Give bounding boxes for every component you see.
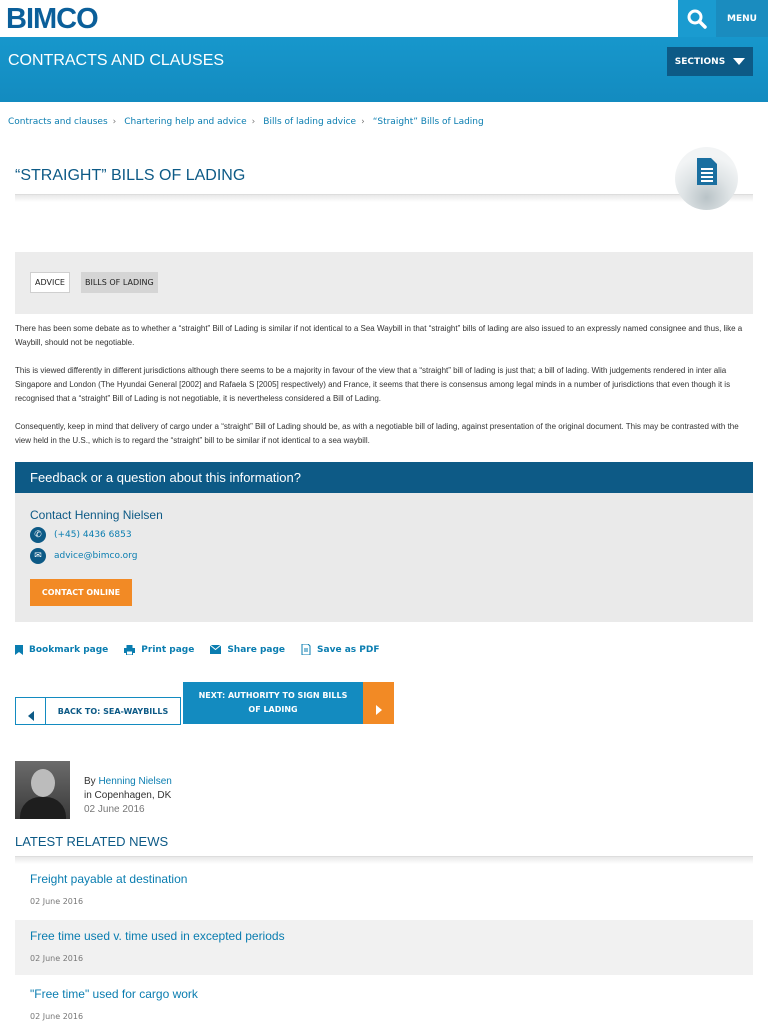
- author-name-link[interactable]: Henning Nielsen: [98, 776, 172, 787]
- chevron-left-icon: [28, 711, 34, 721]
- title-divider: [15, 194, 753, 202]
- news-item[interactable]: [15, 863, 753, 918]
- tag-advice[interactable]: ADVICE: [30, 272, 70, 293]
- news-item[interactable]: [15, 920, 753, 975]
- print-page-link[interactable]: [124, 644, 194, 655]
- sections-button[interactable]: [667, 47, 753, 76]
- news-date: 02 June 2016: [30, 897, 84, 906]
- body-paragraph-3: Consequently, keep in mind that delivery of cargo under a “straight” Bill of Lading should be, as with a negotiable bill of lading, against presentation of the original document. This may be contrasted with the view held in the U.S., which is to regard the “straight” bill to be similar if not identical to a sea waybill.: [15, 422, 739, 445]
- mail-icon: ✉: [30, 548, 46, 564]
- breadcrumb-bills-of-lading[interactable]: Bills of lading advice: [263, 117, 357, 127]
- top-bar: [0, 0, 768, 37]
- latest-news-heading: LATEST RELATED NEWS: [15, 834, 169, 849]
- next-arrow-button[interactable]: [363, 682, 394, 724]
- author-info: [84, 775, 172, 817]
- breadcrumb-contracts[interactable]: Contracts and clauses: [8, 117, 108, 127]
- next-button[interactable]: NEXT: AUTHORITY TO SIGN BILLS OF LADING: [183, 682, 363, 724]
- share-label: Share page: [227, 644, 286, 655]
- author-avatar: [15, 761, 70, 819]
- pdf-label: Save as PDF: [317, 644, 380, 655]
- search-button[interactable]: [678, 0, 716, 37]
- back-label: BACK TO: SEA-WAYBILLS: [57, 706, 169, 716]
- phone-icon: ✆: [30, 527, 46, 543]
- news-title[interactable]: "Free time" used for cargo work: [30, 987, 198, 1001]
- phone-number[interactable]: (+45) 4436 6853: [54, 530, 132, 540]
- share-page-link[interactable]: [210, 644, 285, 655]
- feedback-box: [15, 493, 753, 622]
- news-title[interactable]: Freight payable at destination: [30, 872, 188, 886]
- body-paragraph-1: There has been some debate as to whether a “straight” Bill of Lading is similar if not identical to a Sea Waybill in that “straight” bills of lading are also issued to an expressly named consignee and thus, like a Waybill, should not be negotiable.: [15, 324, 743, 347]
- news-date: 02 June 2016: [30, 954, 84, 963]
- email-row[interactable]: [30, 548, 137, 564]
- body-paragraph-2: This is viewed differently in different jurisdictions although there seems to be a majority in favour of the view that a “straight” bill of lading is just that; a bill of lading. With judgements rendered in inter alia Singapore and London (The Hyundai General [2002] and Rafaela S [2005] respectively) and France, it seems that there is consensus among legal minds in a number of jurisdictions that even though it is recognised that a “straight” Bill of Lading is not negotiable, it is nevertheless considered a Bill of Lading.: [15, 366, 731, 403]
- bookmark-page-link[interactable]: [15, 644, 108, 655]
- author-date: 02 June 2016: [84, 804, 145, 815]
- sections-label: SECTIONS: [674, 56, 726, 67]
- page-title: “STRAIGHT” BILLS OF LADING: [15, 167, 246, 184]
- chevron-down-icon: [733, 58, 745, 65]
- contact-online-button[interactable]: CONTACT ONLINE: [30, 579, 132, 606]
- chevron-right-icon: ›: [361, 117, 365, 127]
- section-title[interactable]: CONTRACTS AND CLAUSES: [8, 52, 225, 69]
- chevron-right-icon: ›: [251, 117, 256, 127]
- section-banner: [0, 37, 768, 102]
- news-item[interactable]: [15, 978, 753, 1024]
- news-title[interactable]: Free time used v. time used in excepted periods: [30, 929, 285, 943]
- back-button[interactable]: [15, 697, 181, 725]
- search-icon: [687, 9, 707, 29]
- chevron-right-icon: [376, 705, 382, 715]
- author-location: in Copenhagen, DK: [84, 790, 172, 801]
- tag-bills-of-lading[interactable]: BILLS OF LADING: [81, 272, 158, 293]
- phone-row[interactable]: [30, 527, 132, 543]
- save-as-pdf-link[interactable]: [301, 644, 379, 655]
- page-actions: [15, 644, 379, 655]
- pdf-icon: [301, 644, 311, 655]
- bookmark-label: Bookmark page: [29, 644, 109, 655]
- news-date: 02 June 2016: [30, 1012, 84, 1021]
- print-label: Print page: [141, 644, 195, 655]
- bimco-logo[interactable]: BIMCO: [6, 3, 98, 35]
- breadcrumb-chartering[interactable]: Chartering help and advice: [124, 117, 247, 127]
- document-icon: [675, 147, 738, 210]
- menu-button[interactable]: MENU: [716, 0, 768, 37]
- mail-icon: [210, 645, 221, 654]
- feedback-heading: Feedback or a question about this information?: [15, 462, 753, 493]
- breadcrumb: [8, 117, 484, 127]
- bookmark-icon: [15, 645, 23, 655]
- breadcrumb-current[interactable]: “Straight” Bills of Lading: [372, 117, 484, 127]
- email-link[interactable]: advice@bimco.org: [54, 551, 138, 561]
- chevron-right-icon: ›: [112, 117, 117, 127]
- author-by: By: [84, 776, 96, 787]
- print-icon: [124, 645, 135, 655]
- contact-name: Contact Henning Nielsen: [30, 508, 163, 522]
- tag-box: [15, 252, 753, 314]
